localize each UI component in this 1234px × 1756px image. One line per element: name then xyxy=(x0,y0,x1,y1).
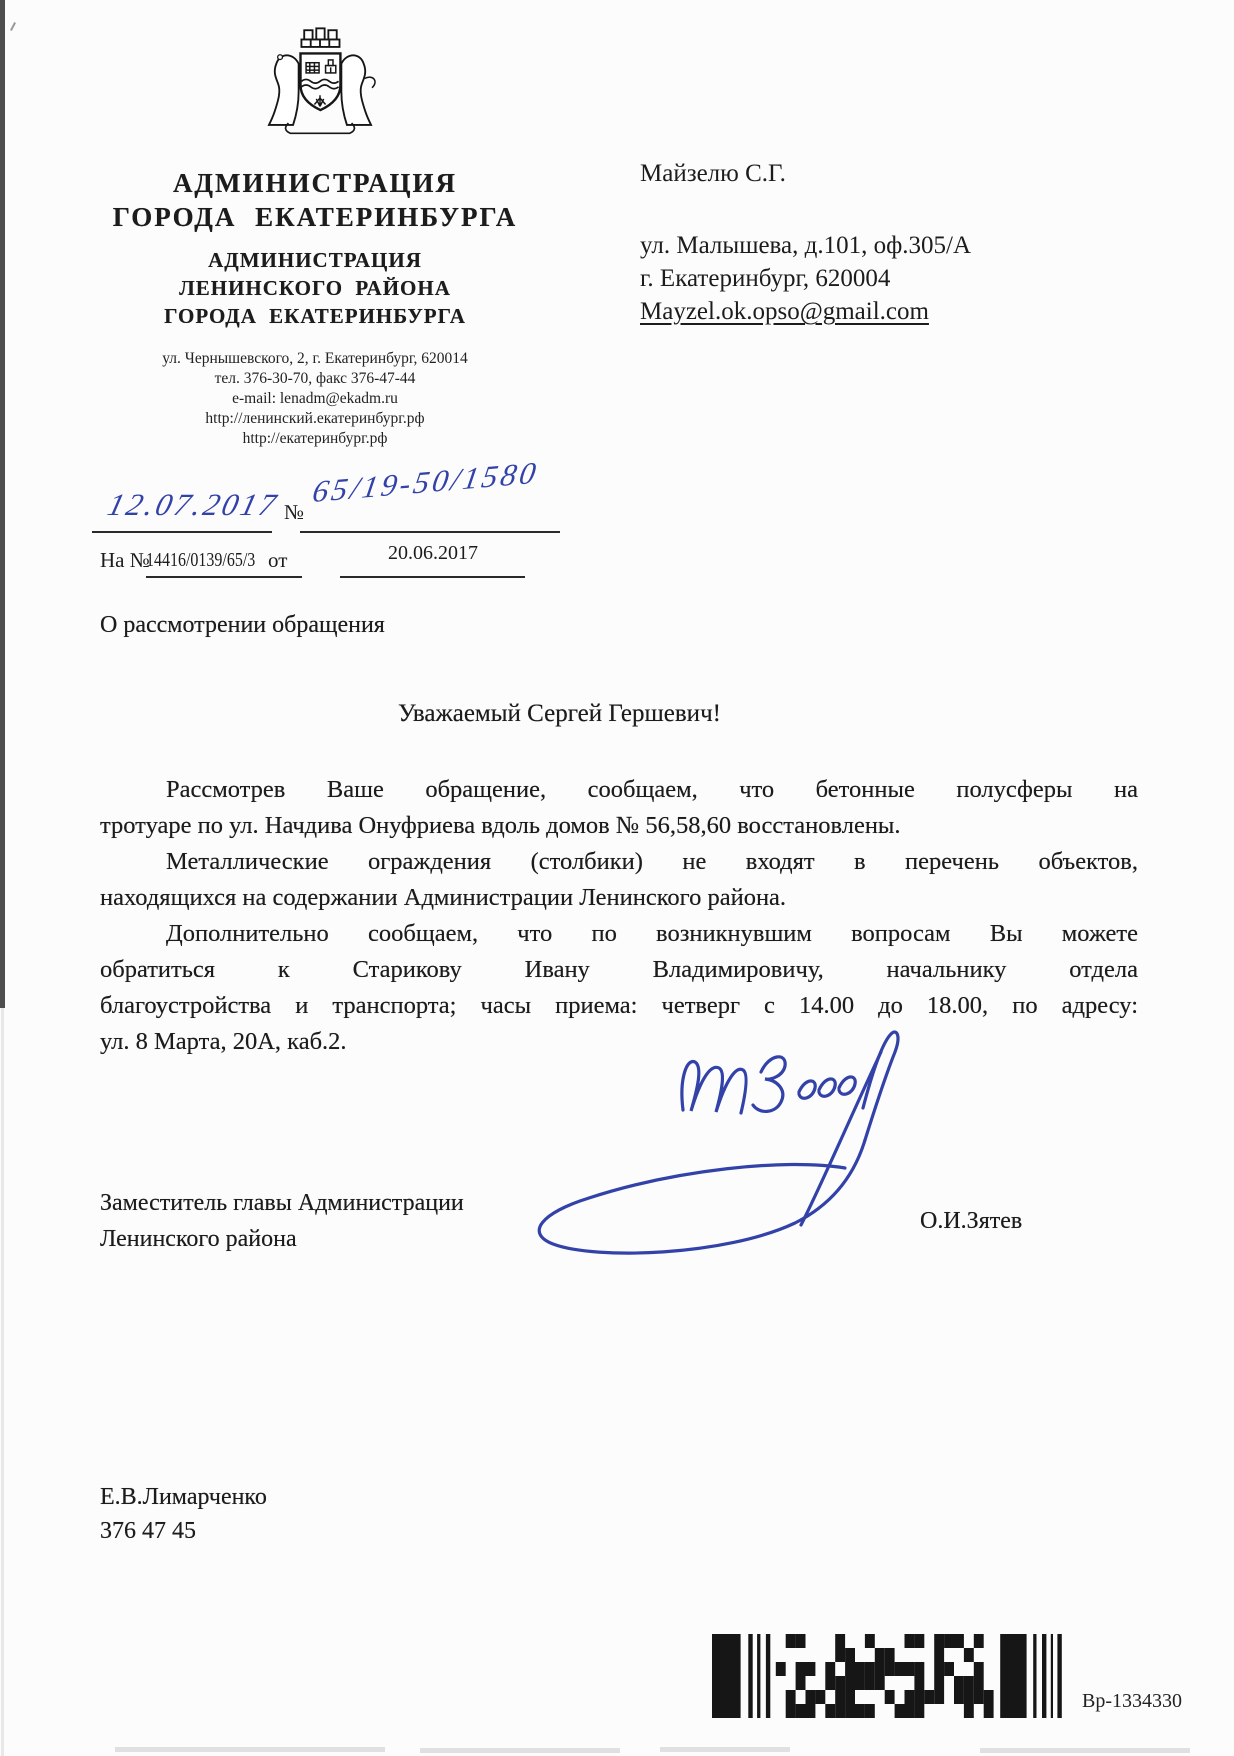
recipient-address-line1: ул. Малышева, д.101, оф.305/А xyxy=(640,232,972,259)
salutation: Уважаемый Сергей Гершевич! xyxy=(398,700,721,727)
outgoing-date-handwritten: 12.07.2017 xyxy=(104,487,283,522)
mine-icon xyxy=(306,63,319,73)
body-line: благоустройства и транспорта; часы приема: четверг с 14.00 до 18.00, по адресу: xyxy=(100,992,1138,1019)
org-name-line2: ГОРОДА ЕКАТЕРИНБУРГА xyxy=(112,202,518,232)
body-line: находящихся на содержании Администрации Ленинского района. xyxy=(100,884,787,911)
outgoing-number-handwritten: 65/19-50/1580 xyxy=(310,454,542,510)
signer-title-line1: Заместитель главы Администрации xyxy=(100,1190,464,1216)
letterhead-phone: тел. 376-30-70, факс 376-47-44 xyxy=(214,370,416,387)
from-label: от xyxy=(268,548,288,572)
dept-name-line3: ГОРОДА ЕКАТЕРИНБУРГА xyxy=(164,304,466,328)
body-line: Рассмотрев Ваше обращение, сообщаем, что бетонные полусферы на xyxy=(166,776,1138,803)
number-sign: № xyxy=(284,500,305,524)
executor-name: Е.В.Лимарченко xyxy=(100,1484,267,1510)
scan-mark-topleft xyxy=(10,22,16,31)
letterhead-address: ул. Чернышевского, 2, г. Екатеринбург, 620014 xyxy=(162,350,468,367)
sable-supporter xyxy=(341,55,371,125)
body-line: обратиться к Старикову Ивану Владимировичу, начальнику отдела xyxy=(100,956,1138,983)
barcode-label: Вр-1334330 xyxy=(1082,1690,1182,1712)
body-line: тротуаре по ул. Начдива Онуфриева вдоль домов № 56,58,60 восстановлены. xyxy=(100,812,901,839)
signer-title-line2: Ленинского района xyxy=(100,1226,297,1252)
crown-icon xyxy=(301,28,339,47)
signature-scribble xyxy=(505,1008,915,1278)
outgoing-number-underline xyxy=(300,531,560,533)
scan-artifact-bottom-strip xyxy=(115,1747,385,1752)
outgoing-date-underline xyxy=(92,531,272,533)
body-line: Металлические ограждения (столбики) не входят в перечень объектов, xyxy=(166,848,1138,875)
subject-line: О рассмотрении обращения xyxy=(100,612,385,638)
incoming-date: 20.06.2017 xyxy=(388,542,478,564)
letterhead-email: e-mail: lenadm@ekadm.ru xyxy=(232,390,398,407)
letterhead-site-district: http://ленинский.екатеринбург.рф xyxy=(205,410,425,427)
incoming-ref-label: На № xyxy=(100,548,150,572)
recipient-address-line2: г. Екатеринбург, 620004 xyxy=(640,265,891,292)
signer-name: О.И.Зятев xyxy=(920,1208,1023,1234)
scan-artifact-bottom-strip xyxy=(420,1748,620,1753)
body-line: Дополнительно сообщаем, что по возникнувшим вопросам Вы можете xyxy=(166,920,1138,947)
executor-phone: 376 47 45 xyxy=(100,1518,196,1544)
scan-artifact-left-edge xyxy=(0,0,5,1008)
recipient-email: Mayzel.ok.opso@gmail.com xyxy=(640,298,929,325)
recipient-name: Майзелю С.Г. xyxy=(640,160,786,187)
barcode-symbol xyxy=(712,1634,1064,1718)
org-name-line1: АДМИНИСТРАЦИЯ xyxy=(172,168,458,198)
body-line: ул. 8 Марта, 20А, каб.2. xyxy=(100,1028,347,1055)
letterhead-site-city: http://екатеринбург.рф xyxy=(242,430,388,447)
incoming-date-underline xyxy=(340,576,525,578)
scan-artifact-left-edge-faint xyxy=(1,1008,4,1756)
scan-artifact-bottom-strip xyxy=(980,1748,1190,1753)
bear-supporter xyxy=(269,55,299,125)
dept-name-line1: АДМИНИСТРАЦИЯ xyxy=(208,248,422,272)
scan-artifact-bottom-strip xyxy=(660,1747,790,1752)
incoming-ref-number: 14416/0139/65/3 xyxy=(146,550,256,571)
dept-name-line2: ЛЕНИНСКОГО РАЙОНА xyxy=(179,276,451,300)
coat-of-arms xyxy=(255,24,385,146)
incoming-number-underline xyxy=(146,576,302,578)
